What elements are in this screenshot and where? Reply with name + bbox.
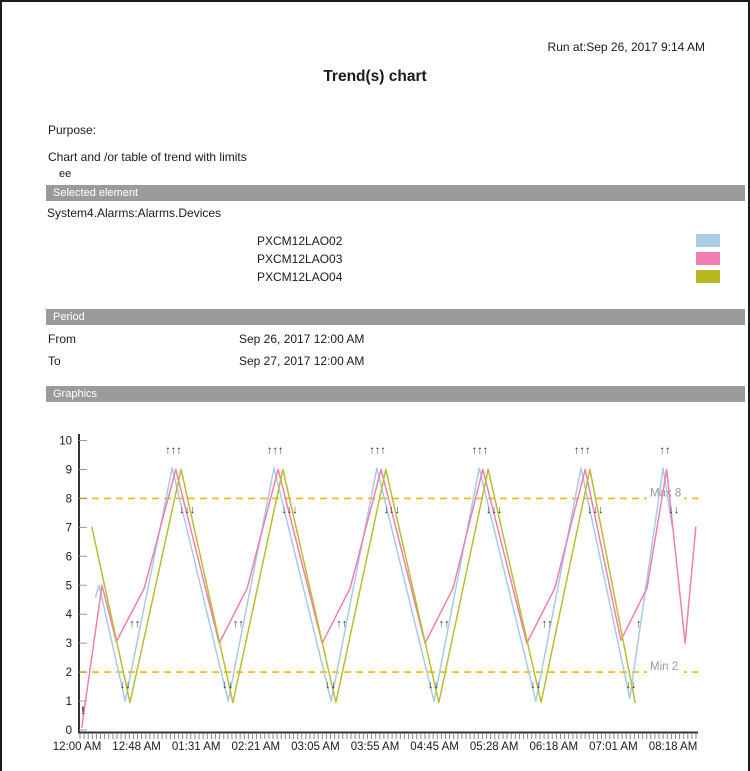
x-tick-label: 05:28 AM	[469, 741, 519, 753]
chart-annotation: ↓↓↓	[383, 503, 401, 516]
chart-annotation: ↓↓	[668, 503, 680, 516]
purpose-note: ee	[59, 168, 72, 180]
y-tick-label: 1	[65, 696, 72, 709]
selected-element-path: System4.Alarms:Alarms.Devices	[47, 206, 222, 220]
trend-chart-svg	[2, 422, 750, 771]
legend-color-swatch	[696, 270, 720, 283]
x-tick-label: 02:21 AM	[231, 741, 281, 753]
x-tick-label: 07:01 AM	[589, 741, 638, 753]
y-tick-label: 2	[65, 667, 72, 680]
chart-annotation: ↑↑	[659, 444, 671, 457]
run-at-timestamp: Run at:Sep 26, 2017 9:14 AM	[547, 40, 705, 54]
chart-annotation: !	[81, 705, 85, 718]
y-tick-label: 3	[65, 638, 72, 651]
chart-annotation: ↓↓	[530, 679, 542, 692]
chart-annotation: ↑↑	[541, 618, 553, 631]
series-line-PXCM12LAO04	[92, 469, 635, 702]
chart-annotation: ↑↑↑	[573, 444, 591, 457]
chart-annotation: ↓↓	[324, 679, 336, 692]
chart-annotation: ↓↓↓	[587, 503, 604, 516]
chart-annotation: ↑↑↑	[369, 444, 386, 457]
chart-annotation: ↑↑	[438, 618, 450, 631]
chart-annotation: ↑↑	[129, 618, 141, 631]
y-tick-label: 7	[65, 522, 72, 535]
section-header-period: Period	[46, 309, 745, 325]
x-tick-label: 04:45 AM	[410, 741, 459, 753]
x-tick-label: 12:48 AM	[112, 741, 161, 753]
y-tick-label: 4	[65, 609, 72, 622]
x-tick-label: 01:31 AM	[171, 741, 221, 753]
chart-annotation: ↓↓	[427, 679, 439, 692]
chart-annotation: ↓↓↓	[178, 503, 196, 516]
chart-annotation: ↓↓	[119, 679, 131, 692]
legend-item-label: PXCM12LAO03	[257, 252, 343, 266]
limit-label: Max 8	[650, 487, 682, 500]
chart-annotation: ↑↑	[336, 618, 348, 631]
chart-annotation: ↓↓	[625, 679, 637, 692]
y-tick-label: 10	[59, 435, 72, 448]
legend-color-swatch	[696, 252, 720, 265]
trend-chart	[2, 422, 750, 771]
chart-annotation: ↑↑	[232, 618, 244, 631]
x-tick-label: 06:18 AM	[529, 741, 579, 753]
purpose-label: Purpose:	[48, 123, 97, 137]
y-tick-label: 0	[65, 725, 72, 737]
chart-annotation: ↓↓↓	[485, 503, 503, 516]
x-tick-label: 08:18 AM	[648, 741, 698, 753]
y-tick-label: 9	[65, 464, 72, 477]
legend-item-label: PXCM12LAO02	[257, 234, 343, 248]
chart-annotation: ↑↑↑	[266, 444, 284, 457]
x-tick-label: 03:05 AM	[291, 741, 340, 753]
chart-annotation: ↑↑↑	[471, 444, 489, 457]
y-tick-label: 5	[65, 580, 72, 593]
period-to-label: To	[48, 354, 61, 368]
page-title: Trend(s) chart	[323, 68, 427, 85]
y-tick-label: 8	[65, 493, 72, 506]
legend-color-swatch	[696, 234, 720, 247]
period-to-value: Sep 27, 2017 12:00 AM	[239, 354, 365, 368]
chart-annotation: ↓↓	[222, 679, 234, 692]
legend-item-label: PXCM12LAO04	[257, 270, 343, 284]
section-header-selected-element: Selected element	[46, 185, 745, 201]
y-tick-label: 6	[65, 551, 72, 564]
limit-label: Min 2	[650, 661, 679, 674]
purpose-description: Chart and /or table of trend with limits	[48, 150, 247, 164]
chart-annotation: ↓↓↓	[281, 503, 298, 516]
chart-annotation: ↑↑↑	[165, 444, 182, 457]
period-from-value: Sep 26, 2017 12:00 AM	[239, 332, 365, 346]
x-tick-label: 03:55 AM	[350, 741, 400, 753]
x-tick-label: 12:00 AM	[52, 741, 102, 753]
section-header-graphics: Graphics	[46, 386, 745, 402]
period-from-label: From	[48, 332, 76, 346]
chart-annotation: ↑	[635, 618, 642, 631]
